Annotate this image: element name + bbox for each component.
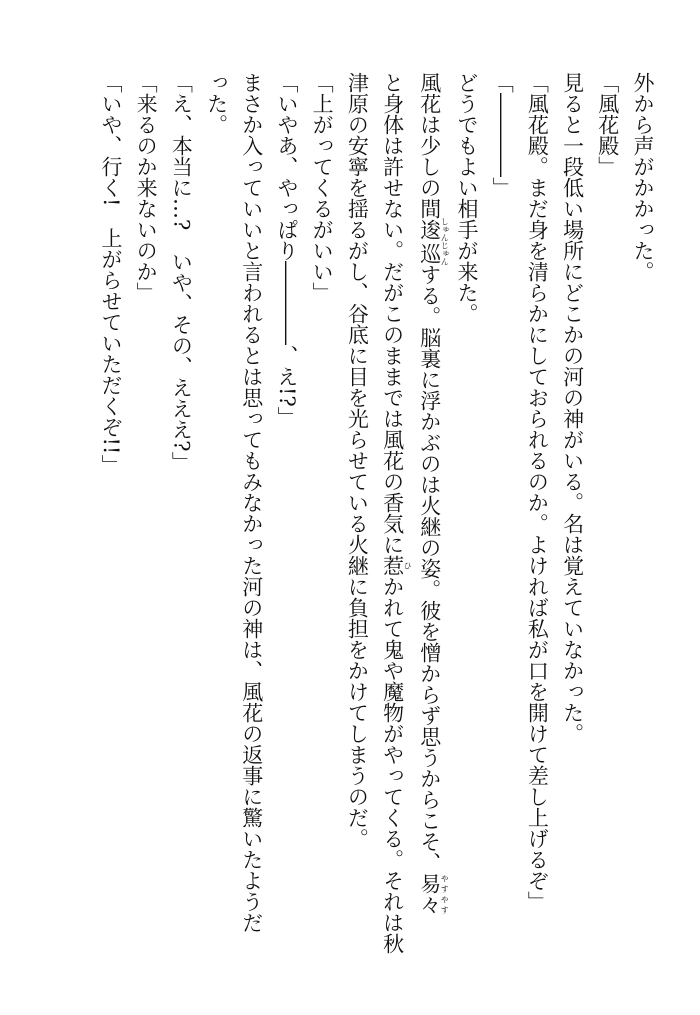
text-line-with-ruby bbox=[374, 72, 411, 952]
ruby-base: 易々 bbox=[417, 873, 442, 915]
text-segment: する。脳裏に浮かぶのは火継の姿。彼を憎からず思うからこそ、 bbox=[417, 264, 442, 873]
text-line: どうでもよい相手が来た。 bbox=[454, 72, 479, 324]
text-line: った。 bbox=[204, 72, 229, 135]
text-line: まさか入っていいと言われるとは思ってもみなかった河の神は、風花の返事に驚いたようだ bbox=[239, 72, 264, 933]
text-line: 外から声がかかった。 bbox=[631, 72, 655, 282]
text-line: 「上がってくるがいい」 bbox=[310, 72, 335, 303]
text-line: 「風花殿」 bbox=[595, 72, 620, 177]
text-line: 「風花殿。まだ身を清らかにしておられるのか。よければ私が口を開けて差し上げるぞ」 bbox=[525, 72, 550, 912]
ruby-shunjun bbox=[417, 217, 450, 266]
text-segment: 風花は少しの間 bbox=[417, 72, 442, 219]
text-line-with-ruby bbox=[412, 72, 449, 952]
ruby-reading: しゅんじゅん bbox=[440, 217, 450, 266]
ruby-base: 逡巡 bbox=[417, 217, 442, 266]
text-line: 「――――」 bbox=[490, 72, 515, 198]
text-line: 「いやあ、やっぱり――――、え!?」 bbox=[274, 72, 299, 428]
ruby-reading: やすやす bbox=[440, 873, 450, 915]
vertical-text-body bbox=[93, 72, 660, 952]
ruby-yasuyasu bbox=[417, 873, 450, 915]
text-line: 津原の安寧を揺るがし、谷底に目を光らせている火継に負担をかけてしまうのだ。 bbox=[345, 72, 370, 849]
text-line: 「来るのか来ないのか」 bbox=[134, 72, 159, 303]
ruby-reading: ひ bbox=[403, 555, 413, 576]
text-line: 見ると一段低い場所にどこかの河の神がいる。名は覚えていなかった。 bbox=[560, 72, 585, 744]
ruby-base: 惹 bbox=[380, 555, 405, 576]
text-segment: かれて鬼や魔物がやってくる。それは秋 bbox=[380, 576, 405, 954]
text-segment: と身体は許せない。だがこのままでは風花の香気に bbox=[380, 72, 405, 555]
text-line: 「え、本当に…? いや、その、えええ?」 bbox=[169, 72, 194, 473]
text-line: 「いや、行く! 上がらせていただくぞ!!」 bbox=[98, 72, 123, 476]
ruby-hi bbox=[380, 555, 413, 576]
